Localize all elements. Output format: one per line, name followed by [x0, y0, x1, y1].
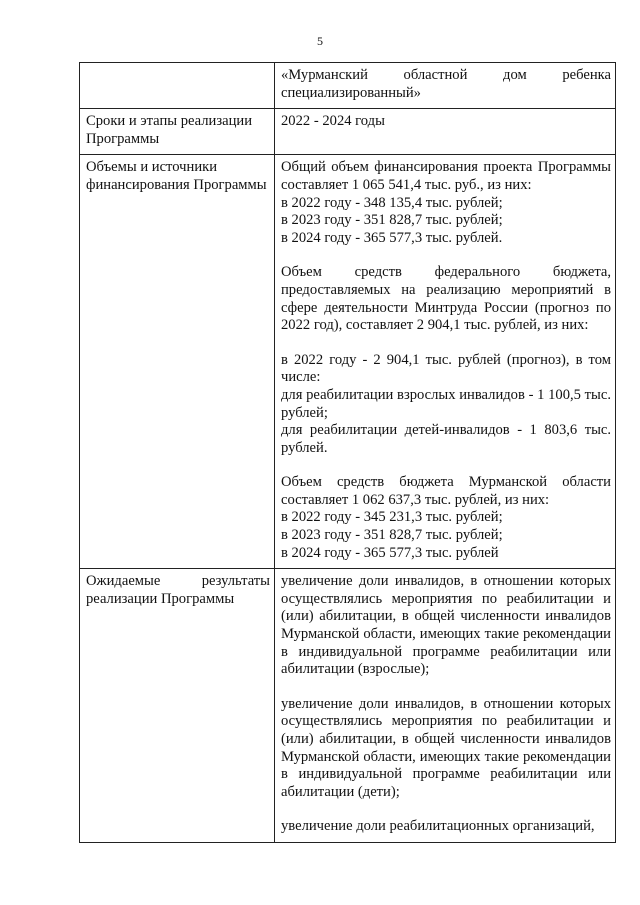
funding-cell: [275, 155, 616, 569]
federal-children: для реабилитации детей-инвалидов - 1 803,6 тыс. рублей.: [281, 422, 611, 456]
table-row: [80, 63, 616, 109]
table-row: [80, 155, 616, 569]
table-row: [80, 569, 616, 843]
terms-value: 2022 - 2024 годы: [281, 113, 385, 130]
funding-2022: в 2022 году - 348 135,4 тыс. рублей;: [281, 194, 503, 211]
result-children: увеличение доли инвалидов, в отношении которых осуществлялись мероприятия по реабилитации и (или) абилитации, в общей численности инвалидов Мурманской области, имеющих такие рекомендации в индивидуальной программе реабилитации или абилитации (дети);: [281, 695, 611, 800]
funding-2023: в 2023 году - 351 828,7 тыс. рублей;: [281, 212, 503, 229]
row-label-terms: Сроки и этапы реализации Программы: [80, 109, 275, 155]
program-passport-table: [79, 62, 616, 843]
federal-2022: в 2022 году - 2 904,1 тыс. рублей (прогноз), в том числе:: [281, 351, 611, 386]
regional-2024: в 2024 году - 365 577,3 тыс. рублей: [281, 544, 499, 561]
institution-name: «Мурманский областной дом ребенка специализированный»: [281, 67, 611, 101]
table-row: [80, 109, 616, 155]
row-label-results: [80, 569, 275, 843]
row-label-results-tail: реализации Программы: [86, 590, 235, 607]
institution-name-cell: [275, 63, 616, 109]
funding-total: Общий объем финансирования проекта Программы составляет 1 065 541,4 тыс. руб., из них:: [281, 159, 611, 193]
row-label-funding: Объемы и источники финансирования Программы: [80, 155, 275, 569]
funding-2024: в 2024 году - 365 577,3 тыс. рублей.: [281, 229, 503, 246]
terms-cell: [275, 109, 616, 155]
result-organizations: увеличение доли реабилитационных организаций,: [281, 818, 595, 835]
row-label-empty: [80, 63, 275, 109]
regional-funding: Объем средств бюджета Мурманской области составляет 1 062 637,3 тыс. рублей, из них:: [281, 474, 611, 508]
result-adults: увеличение доли инвалидов, в отношении которых осуществлялись мероприятия по реабилитации и (или) абилитации, в общей численности инвалидов Мурманской области, имеющих такие рекомендации в индивидуальной программе реабилитации или абилитации (взрослые);: [281, 573, 611, 678]
results-cell: [275, 569, 616, 843]
regional-2023: в 2023 году - 351 828,7 тыс. рублей;: [281, 527, 503, 544]
page-number: 5: [317, 34, 323, 48]
row-label-results-word2: результаты: [201, 573, 270, 590]
row-label-results-word1: Ожидаемые: [86, 573, 161, 590]
regional-2022: в 2022 году - 345 231,3 тыс. рублей;: [281, 509, 503, 526]
federal-funding: Объем средств федерального бюджета, предоставляемых на реализацию мероприятий в сфере деятельности Минтруда России (прогноз по 2022 год), составляет 2 904,1 тыс. рублей, из них:: [281, 264, 611, 334]
federal-adults: для реабилитации взрослых инвалидов - 1 100,5 тыс. рублей;: [281, 386, 611, 421]
